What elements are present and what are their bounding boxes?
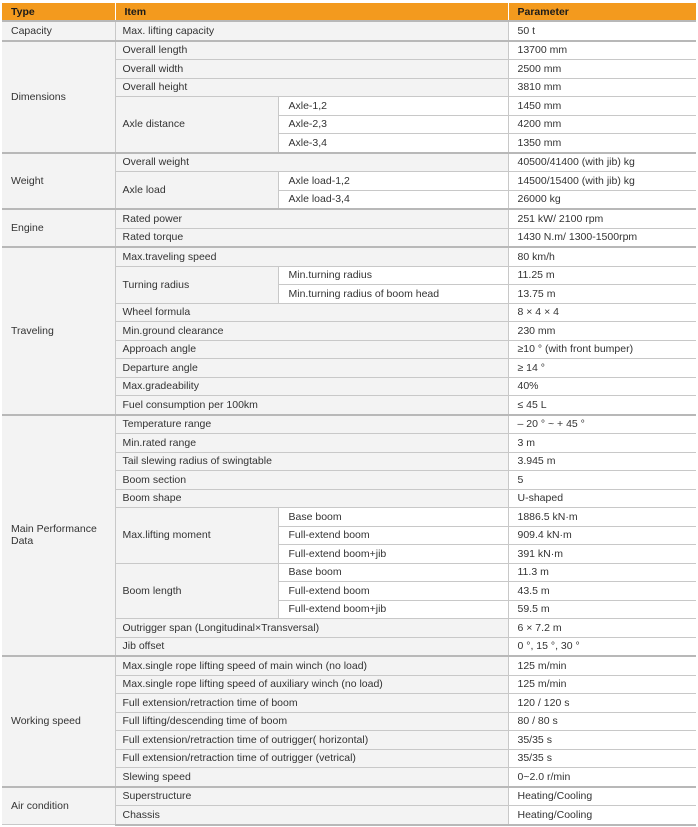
parameter-cell: 1430 N.m/ 1300-1500rpm xyxy=(508,228,696,247)
sub-item-cell: Min.turning radius xyxy=(278,266,508,285)
item-cell: Superstructure xyxy=(115,787,508,806)
header-row xyxy=(2,3,696,21)
item-cell: Max. lifting capacity xyxy=(115,21,508,41)
parameter-cell: 35/35 s xyxy=(508,749,696,768)
spec-table xyxy=(2,3,696,826)
sub-item-cell: Base boom xyxy=(278,563,508,582)
parameter-cell: 13.75 m xyxy=(508,285,696,304)
item-cell: Rated torque xyxy=(115,228,508,247)
parameter-cell: 1886.5 kN·m xyxy=(508,508,696,527)
type-cell: Main Performance Data xyxy=(2,415,115,657)
sub-item-cell: Axle load-3,4 xyxy=(278,190,508,209)
parameter-cell: 1450 mm xyxy=(508,97,696,116)
header-type: Type xyxy=(2,3,115,21)
parameter-cell: 3.945 m xyxy=(508,452,696,471)
parameter-cell: 59.5 m xyxy=(508,600,696,619)
sub-item-cell: Base boom xyxy=(278,508,508,527)
item-cell: Boom shape xyxy=(115,489,508,508)
parameter-cell: 2500 mm xyxy=(508,60,696,79)
type-cell: Working speed xyxy=(2,656,115,787)
item-cell: Max.gradeability xyxy=(115,377,508,396)
parameter-cell: 3810 mm xyxy=(508,78,696,97)
parameter-cell: Heating/Cooling xyxy=(508,806,696,825)
spec-row xyxy=(2,21,696,41)
item-cell: Boom length xyxy=(115,563,278,619)
spec-row xyxy=(2,153,696,172)
item-cell: Min.rated range xyxy=(115,434,508,453)
item-cell: Wheel formula xyxy=(115,303,508,322)
item-cell: Slewing speed xyxy=(115,768,508,787)
parameter-cell: ≥10 ° (with front bumper) xyxy=(508,340,696,359)
parameter-cell: 40500/41400 (with jib) kg xyxy=(508,153,696,172)
type-cell: Air condition xyxy=(2,787,115,825)
sub-item-cell: Min.turning radius of boom head xyxy=(278,285,508,304)
parameter-cell: 120 / 120 s xyxy=(508,694,696,713)
item-cell: Chassis xyxy=(115,806,508,825)
item-cell: Fuel consumption per 100km xyxy=(115,396,508,415)
parameter-cell: 230 mm xyxy=(508,322,696,341)
sub-item-cell: Axle-1,2 xyxy=(278,97,508,116)
item-cell: Rated power xyxy=(115,209,508,228)
type-cell: Traveling xyxy=(2,247,115,415)
parameter-cell: 26000 kg xyxy=(508,190,696,209)
item-cell: Max.single rope lifting speed of auxiliary winch (no load) xyxy=(115,675,508,694)
item-cell: Full extension/retraction time of outrigger (vetrical) xyxy=(115,749,508,768)
item-cell: Overall height xyxy=(115,78,508,97)
item-cell: Min.ground clearance xyxy=(115,322,508,341)
parameter-cell: 391 kN·m xyxy=(508,545,696,564)
parameter-cell: 4200 mm xyxy=(508,115,696,134)
item-cell: Full extension/retraction time of outrigger( horizontal) xyxy=(115,731,508,750)
spec-row xyxy=(2,209,696,228)
item-cell: Max.lifting moment xyxy=(115,508,278,564)
item-cell: Full lifting/descending time of boom xyxy=(115,712,508,731)
sub-item-cell: Axle load-1,2 xyxy=(278,172,508,191)
parameter-cell: 50 t xyxy=(508,21,696,41)
parameter-cell: 35/35 s xyxy=(508,731,696,750)
parameter-cell: ≤ 45 L xyxy=(508,396,696,415)
item-cell: Overall weight xyxy=(115,153,508,172)
parameter-cell: 13700 mm xyxy=(508,41,696,60)
spec-body xyxy=(2,21,696,825)
item-cell: Full extension/retraction time of boom xyxy=(115,694,508,713)
parameter-cell: 40% xyxy=(508,377,696,396)
parameter-cell: 0 °, 15 °, 30 ° xyxy=(508,637,696,656)
item-cell: Max.traveling speed xyxy=(115,247,508,266)
item-cell: Turning radius xyxy=(115,266,278,303)
type-cell: Capacity xyxy=(2,21,115,41)
parameter-cell: 125 m/min xyxy=(508,656,696,675)
sub-item-cell: Full-extend boom xyxy=(278,526,508,545)
parameter-cell: 0~2.0 r/min xyxy=(508,768,696,787)
spec-row xyxy=(2,787,696,806)
parameter-cell: 8 × 4 × 4 xyxy=(508,303,696,322)
header-parameter: Parameter xyxy=(508,3,696,21)
parameter-cell: 125 m/min xyxy=(508,675,696,694)
parameter-cell: 80 / 80 s xyxy=(508,712,696,731)
item-cell: Max.single rope lifting speed of main winch (no load) xyxy=(115,656,508,675)
parameter-cell: 11.3 m xyxy=(508,563,696,582)
item-cell: Boom section xyxy=(115,471,508,490)
parameter-cell: U-shaped xyxy=(508,489,696,508)
parameter-cell: 3 m xyxy=(508,434,696,453)
item-cell: Jib offset xyxy=(115,637,508,656)
header-item: Item xyxy=(115,3,508,21)
sub-item-cell: Full-extend boom xyxy=(278,582,508,601)
item-cell: Overall length xyxy=(115,41,508,60)
parameter-cell: 6 × 7.2 m xyxy=(508,619,696,638)
parameter-cell: Heating/Cooling xyxy=(508,787,696,806)
parameter-cell: 43.5 m xyxy=(508,582,696,601)
sub-item-cell: Full-extend boom+jib xyxy=(278,545,508,564)
item-cell: Temperature range xyxy=(115,415,508,434)
parameter-cell: 80 km/h xyxy=(508,247,696,266)
parameter-cell: 11.25 m xyxy=(508,266,696,285)
spec-row xyxy=(2,656,696,675)
item-cell: Departure angle xyxy=(115,359,508,378)
item-cell: Tail slewing radius of swingtable xyxy=(115,452,508,471)
parameter-cell: – 20 ° ~ + 45 ° xyxy=(508,415,696,434)
item-cell: Axle distance xyxy=(115,97,278,153)
spec-row xyxy=(2,247,696,266)
type-cell: Dimensions xyxy=(2,41,115,153)
type-cell: Engine xyxy=(2,209,115,247)
item-cell: Outrigger span (Longitudinal×Transversal) xyxy=(115,619,508,638)
parameter-cell: 251 kW/ 2100 rpm xyxy=(508,209,696,228)
item-cell: Axle load xyxy=(115,172,278,210)
item-cell: Overall width xyxy=(115,60,508,79)
spec-row xyxy=(2,41,696,60)
parameter-cell: 1350 mm xyxy=(508,134,696,153)
parameter-cell: 14500/15400 (with jib) kg xyxy=(508,172,696,191)
sub-item-cell: Axle-2,3 xyxy=(278,115,508,134)
item-cell: Approach angle xyxy=(115,340,508,359)
spec-row xyxy=(2,415,696,434)
sub-item-cell: Full-extend boom+jib xyxy=(278,600,508,619)
parameter-cell: 909.4 kN·m xyxy=(508,526,696,545)
parameter-cell: 5 xyxy=(508,471,696,490)
type-cell: Weight xyxy=(2,153,115,210)
sub-item-cell: Axle-3,4 xyxy=(278,134,508,153)
parameter-cell: ≥ 14 ° xyxy=(508,359,696,378)
